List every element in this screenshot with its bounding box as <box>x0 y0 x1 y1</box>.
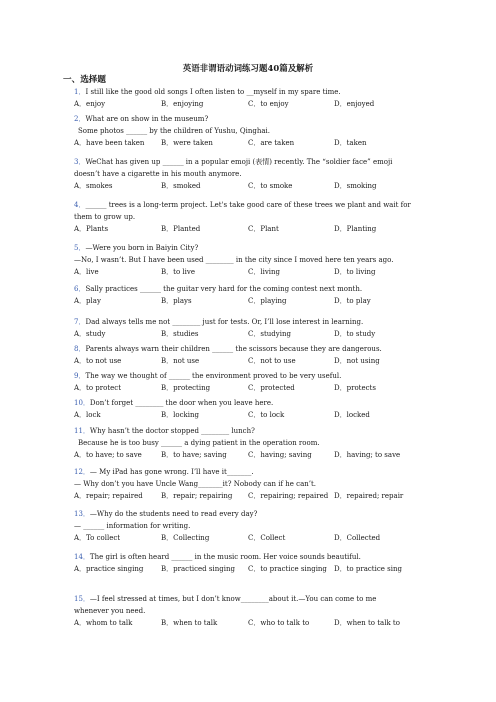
question-text: — ______ information for writing. <box>74 522 191 530</box>
option-b[interactable]: B．to live <box>161 268 195 276</box>
option-a[interactable]: A．lock <box>74 411 101 419</box>
option-c[interactable]: C．studying <box>248 330 291 338</box>
question-number: 8． <box>74 345 86 353</box>
question-number: 10． <box>74 399 90 407</box>
option-b[interactable]: B．enjoying <box>161 100 204 108</box>
question-stem <box>74 285 362 294</box>
question-stem <box>74 345 382 354</box>
question-number: 13． <box>74 510 90 518</box>
question-number: 6． <box>74 285 86 293</box>
question-text: I still like the good old songs I often listen to __myself in my spare time. <box>85 88 341 96</box>
option-d[interactable]: D．protects <box>334 384 376 392</box>
question-stem-continued <box>74 256 393 265</box>
option-b[interactable]: B．locking <box>161 411 199 419</box>
question-stem <box>74 372 341 381</box>
option-b[interactable]: B．to have; saving <box>161 451 227 459</box>
option-c[interactable]: C．are taken <box>248 139 295 147</box>
section-heading: 一、选择题 <box>63 75 106 85</box>
option-b[interactable]: B．smoked <box>161 182 201 190</box>
question-stem <box>74 201 411 210</box>
option-a[interactable]: A．repair; repaired <box>74 492 143 500</box>
question-stem <box>74 553 361 562</box>
option-a[interactable]: A．to protect <box>74 384 122 392</box>
option-c[interactable]: C．Plant <box>248 225 279 233</box>
question-number: 9． <box>74 372 86 380</box>
question-number: 5． <box>74 244 86 252</box>
option-d[interactable]: D．Planting <box>334 225 377 233</box>
option-a[interactable]: A．study <box>74 330 106 338</box>
option-a[interactable]: A．have been taken <box>74 139 145 147</box>
option-c[interactable]: C．to lock <box>248 411 285 419</box>
question-text: —I feel stressed at times, but I don’t know________about it.—You can come to me <box>89 595 377 603</box>
question-text: Because he is too busy ______ a dying patient in the operation room. <box>78 439 320 447</box>
option-c[interactable]: C．protected <box>248 384 295 392</box>
option-d[interactable]: D．to practice sing <box>334 565 402 573</box>
question-text: Some photos ______ by the children of Yushu, Qinghai. <box>78 127 270 135</box>
question-stem <box>74 510 257 519</box>
question-number: 7． <box>74 318 86 326</box>
question-stem <box>74 399 273 408</box>
option-d[interactable]: D．when to talk to <box>334 619 400 627</box>
question-stem <box>74 115 208 124</box>
option-a[interactable]: A．Plants <box>74 225 109 233</box>
option-d[interactable]: D．locked <box>334 411 370 419</box>
option-b[interactable]: B．were taken <box>161 139 213 147</box>
question-text: whenever you need. <box>74 607 146 615</box>
question-text: doesn’t have a cigarette in his mouth anymore. <box>74 170 242 178</box>
question-stem-continued <box>74 522 190 531</box>
option-b[interactable]: B．practiced singing <box>161 565 235 573</box>
question-stem-continued <box>74 213 135 222</box>
option-c[interactable]: C．to enjoy <box>248 100 289 108</box>
option-b[interactable]: B．when to talk <box>161 619 218 627</box>
option-c[interactable]: C．to smoke <box>248 182 293 190</box>
option-b[interactable]: B．not use <box>161 357 200 365</box>
question-stem-continued <box>78 127 270 136</box>
option-c[interactable]: C．who to talk to <box>248 619 310 627</box>
option-d[interactable]: D．repaired; repair <box>334 492 404 500</box>
question-number: 11． <box>74 427 90 435</box>
option-d[interactable]: D．having; to save <box>334 451 401 459</box>
question-text: WeChat has given up ______ in a popular emoji (表情) recently. The “soldier face” emoji <box>85 158 393 166</box>
option-a[interactable]: A．to not use <box>74 357 122 365</box>
question-stem <box>74 595 376 604</box>
question-number: 15． <box>74 595 90 603</box>
question-number: 3． <box>74 158 86 166</box>
option-d[interactable]: D．not using <box>334 357 380 365</box>
question-number: 12． <box>74 468 90 476</box>
question-stem-continued <box>74 480 316 489</box>
option-b[interactable]: B．plays <box>161 297 192 305</box>
question-text: ______ trees is a long-term project. Let's take good care of these trees we plant and wait for <box>85 201 411 209</box>
option-c[interactable]: C．to practice singing <box>248 565 327 573</box>
question-number: 2． <box>74 115 86 123</box>
question-number: 4． <box>74 201 86 209</box>
question-text: The way we thought of ______ the environment proved to be very useful. <box>85 372 342 380</box>
question-text: — Why don’t you have Uncle Wang_______it? Nobody can if he can’t. <box>74 480 317 488</box>
question-text: Parents always warn their children ______ the scissors because they are dangerous. <box>85 345 382 353</box>
question-text: Sally practices ______ the guitar very hard for the coming contest next month. <box>85 285 363 293</box>
option-a[interactable]: A．whom to talk <box>74 619 133 627</box>
option-a[interactable]: A．play <box>74 297 101 305</box>
option-c[interactable]: C．repairing; repaired <box>248 492 329 500</box>
option-a[interactable]: A．to have; to save <box>74 451 142 459</box>
option-a[interactable]: A．enjoy <box>74 100 106 108</box>
option-b[interactable]: B．studies <box>161 330 199 338</box>
option-b[interactable]: B．Collecting <box>161 534 210 542</box>
option-c[interactable]: C．not to use <box>248 357 296 365</box>
option-a[interactable]: A．To collect <box>74 534 121 542</box>
question-stem <box>74 158 392 167</box>
question-text: What are on show in the museum? <box>85 115 209 123</box>
option-d[interactable]: D．smoking <box>334 182 377 190</box>
option-d[interactable]: D．Collected <box>334 534 381 542</box>
question-stem-continued <box>74 607 145 616</box>
question-text: Don’t forget ________ the door when you leave here. <box>89 399 274 407</box>
question-stem <box>74 427 255 436</box>
option-a[interactable]: A．smokes <box>74 182 113 190</box>
question-text: —Were you born in Baiyin City? <box>85 244 199 252</box>
question-text: —Why do the students need to read every day? <box>89 510 258 518</box>
option-c[interactable]: C．living <box>248 268 281 276</box>
option-d[interactable]: D．taken <box>334 139 367 147</box>
option-b[interactable]: B．protecting <box>161 384 211 392</box>
option-a[interactable]: A．live <box>74 268 99 276</box>
question-text: —No, I wasn’t. But I have been used ________ in the city since I moved here ten years ago. <box>74 256 394 264</box>
option-a[interactable]: A．practice singing <box>74 565 144 573</box>
question-number: 1． <box>74 88 86 96</box>
option-c[interactable]: C．having; saving <box>248 451 312 459</box>
question-stem-continued <box>74 170 242 179</box>
question-text: — My iPad has gone wrong. I’ll have it_______. <box>89 468 254 476</box>
option-c[interactable]: C．Collect <box>248 534 286 542</box>
question-stem <box>74 468 254 477</box>
option-d[interactable]: D．to play <box>334 297 371 305</box>
question-stem <box>74 88 341 97</box>
page-title: 英语非谓语动词练习题40篇及解析 <box>182 63 314 73</box>
option-d[interactable]: D．to living <box>334 268 376 276</box>
question-text: them to grow up. <box>74 213 136 221</box>
question-text: Dad always tells me not ________ just for tests. Or, I’ll lose interest in learning. <box>85 318 364 326</box>
question-stem-continued <box>78 439 320 448</box>
option-d[interactable]: D．enjoyed <box>334 100 375 108</box>
option-b[interactable]: B．repair; repairing <box>161 492 233 500</box>
question-stem <box>74 318 363 327</box>
option-d[interactable]: D．to study <box>334 330 376 338</box>
question-stem <box>74 244 198 253</box>
question-number: 14． <box>74 553 90 561</box>
option-b[interactable]: B．Planted <box>161 225 201 233</box>
question-text: Why hasn’t the doctor stopped ________ lunch? <box>89 427 255 435</box>
question-text: The girl is often heard ______ in the music room. Her voice sounds beautiful. <box>89 553 361 561</box>
option-c[interactable]: C．playing <box>248 297 287 305</box>
